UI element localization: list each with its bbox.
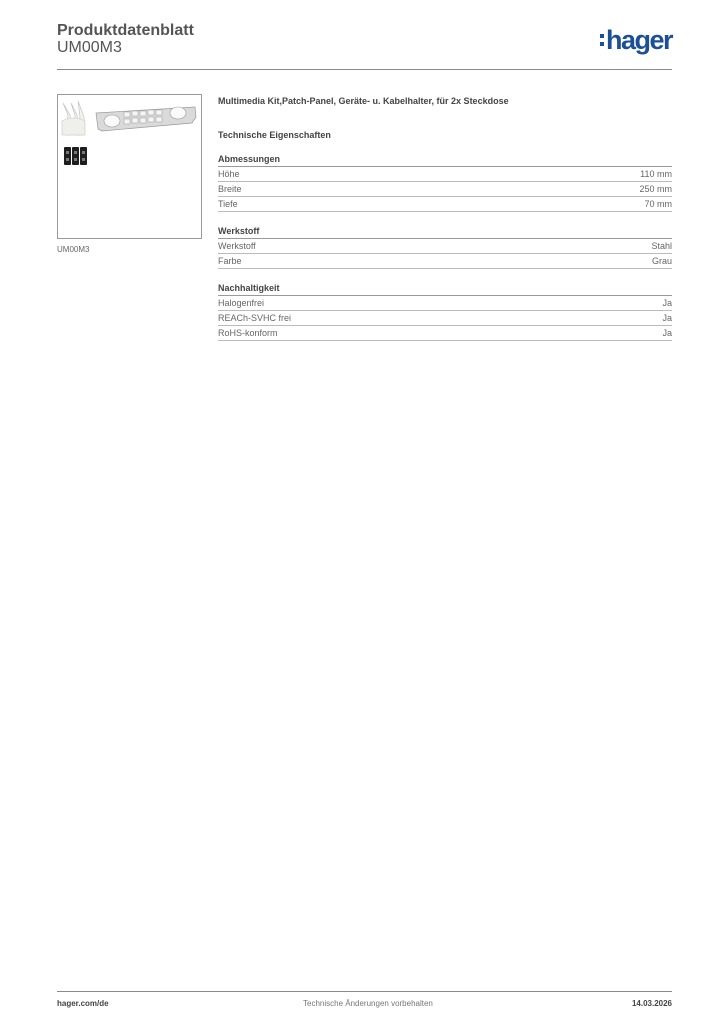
row-value: 110 mm — [640, 169, 672, 179]
row-value: Stahl — [651, 241, 672, 251]
document-title: Produktdatenblatt — [57, 22, 194, 39]
product-image — [57, 94, 202, 239]
table-row — [218, 167, 672, 182]
row-label: Breite — [218, 184, 242, 194]
section-heading: Technische Eigenschaften — [218, 130, 331, 140]
table-row — [218, 311, 672, 326]
product-photo-icon — [58, 95, 201, 238]
row-label: RoHS-konform — [218, 328, 278, 338]
table-row — [218, 326, 672, 341]
table-row — [218, 197, 672, 212]
row-value: 70 mm — [644, 199, 672, 209]
row-label: REACh-SVHC frei — [218, 313, 292, 323]
row-value: Ja — [662, 328, 672, 338]
logo-text: hager — [605, 25, 672, 55]
group-heading: Abmessungen — [218, 154, 672, 167]
hager-logo — [600, 26, 672, 54]
group-heading: Nachhaltigkeit — [218, 283, 672, 296]
row-value: Grau — [651, 256, 672, 266]
row-label: Farbe — [218, 256, 242, 266]
table-row — [218, 182, 672, 197]
product-description: Multimedia Kit,Patch-Panel, Geräte- u. Kabelhalter, für 2x Steckdose — [218, 96, 509, 106]
table-row — [218, 239, 672, 254]
table-row — [218, 296, 672, 311]
group-abmessungen — [218, 154, 672, 212]
row-label: Tiefe — [218, 199, 238, 209]
table-row — [218, 254, 672, 269]
page-footer — [57, 991, 672, 1011]
footer-notice: Technische Änderungen vorbehalten — [303, 999, 433, 1008]
row-label: Höhe — [218, 169, 240, 179]
footer-website-link[interactable]: hager.com/de — [57, 999, 109, 1008]
group-werkstoff — [218, 226, 672, 269]
logo-colon-mark — [600, 34, 604, 46]
group-nachhaltigkeit — [218, 283, 672, 341]
row-label: Halogenfrei — [218, 298, 265, 308]
page-header — [57, 22, 672, 70]
group-heading: Werkstoff — [218, 226, 672, 239]
row-value: Ja — [662, 298, 672, 308]
footer-date: 14.03.2026 — [631, 999, 672, 1008]
row-label: Werkstoff — [218, 241, 256, 251]
product-details — [218, 96, 672, 341]
row-value: 250 mm — [639, 184, 672, 194]
row-value: Ja — [662, 313, 672, 323]
image-caption: UM00M3 — [57, 245, 90, 254]
document-subtitle: UM00M3 — [57, 39, 122, 56]
